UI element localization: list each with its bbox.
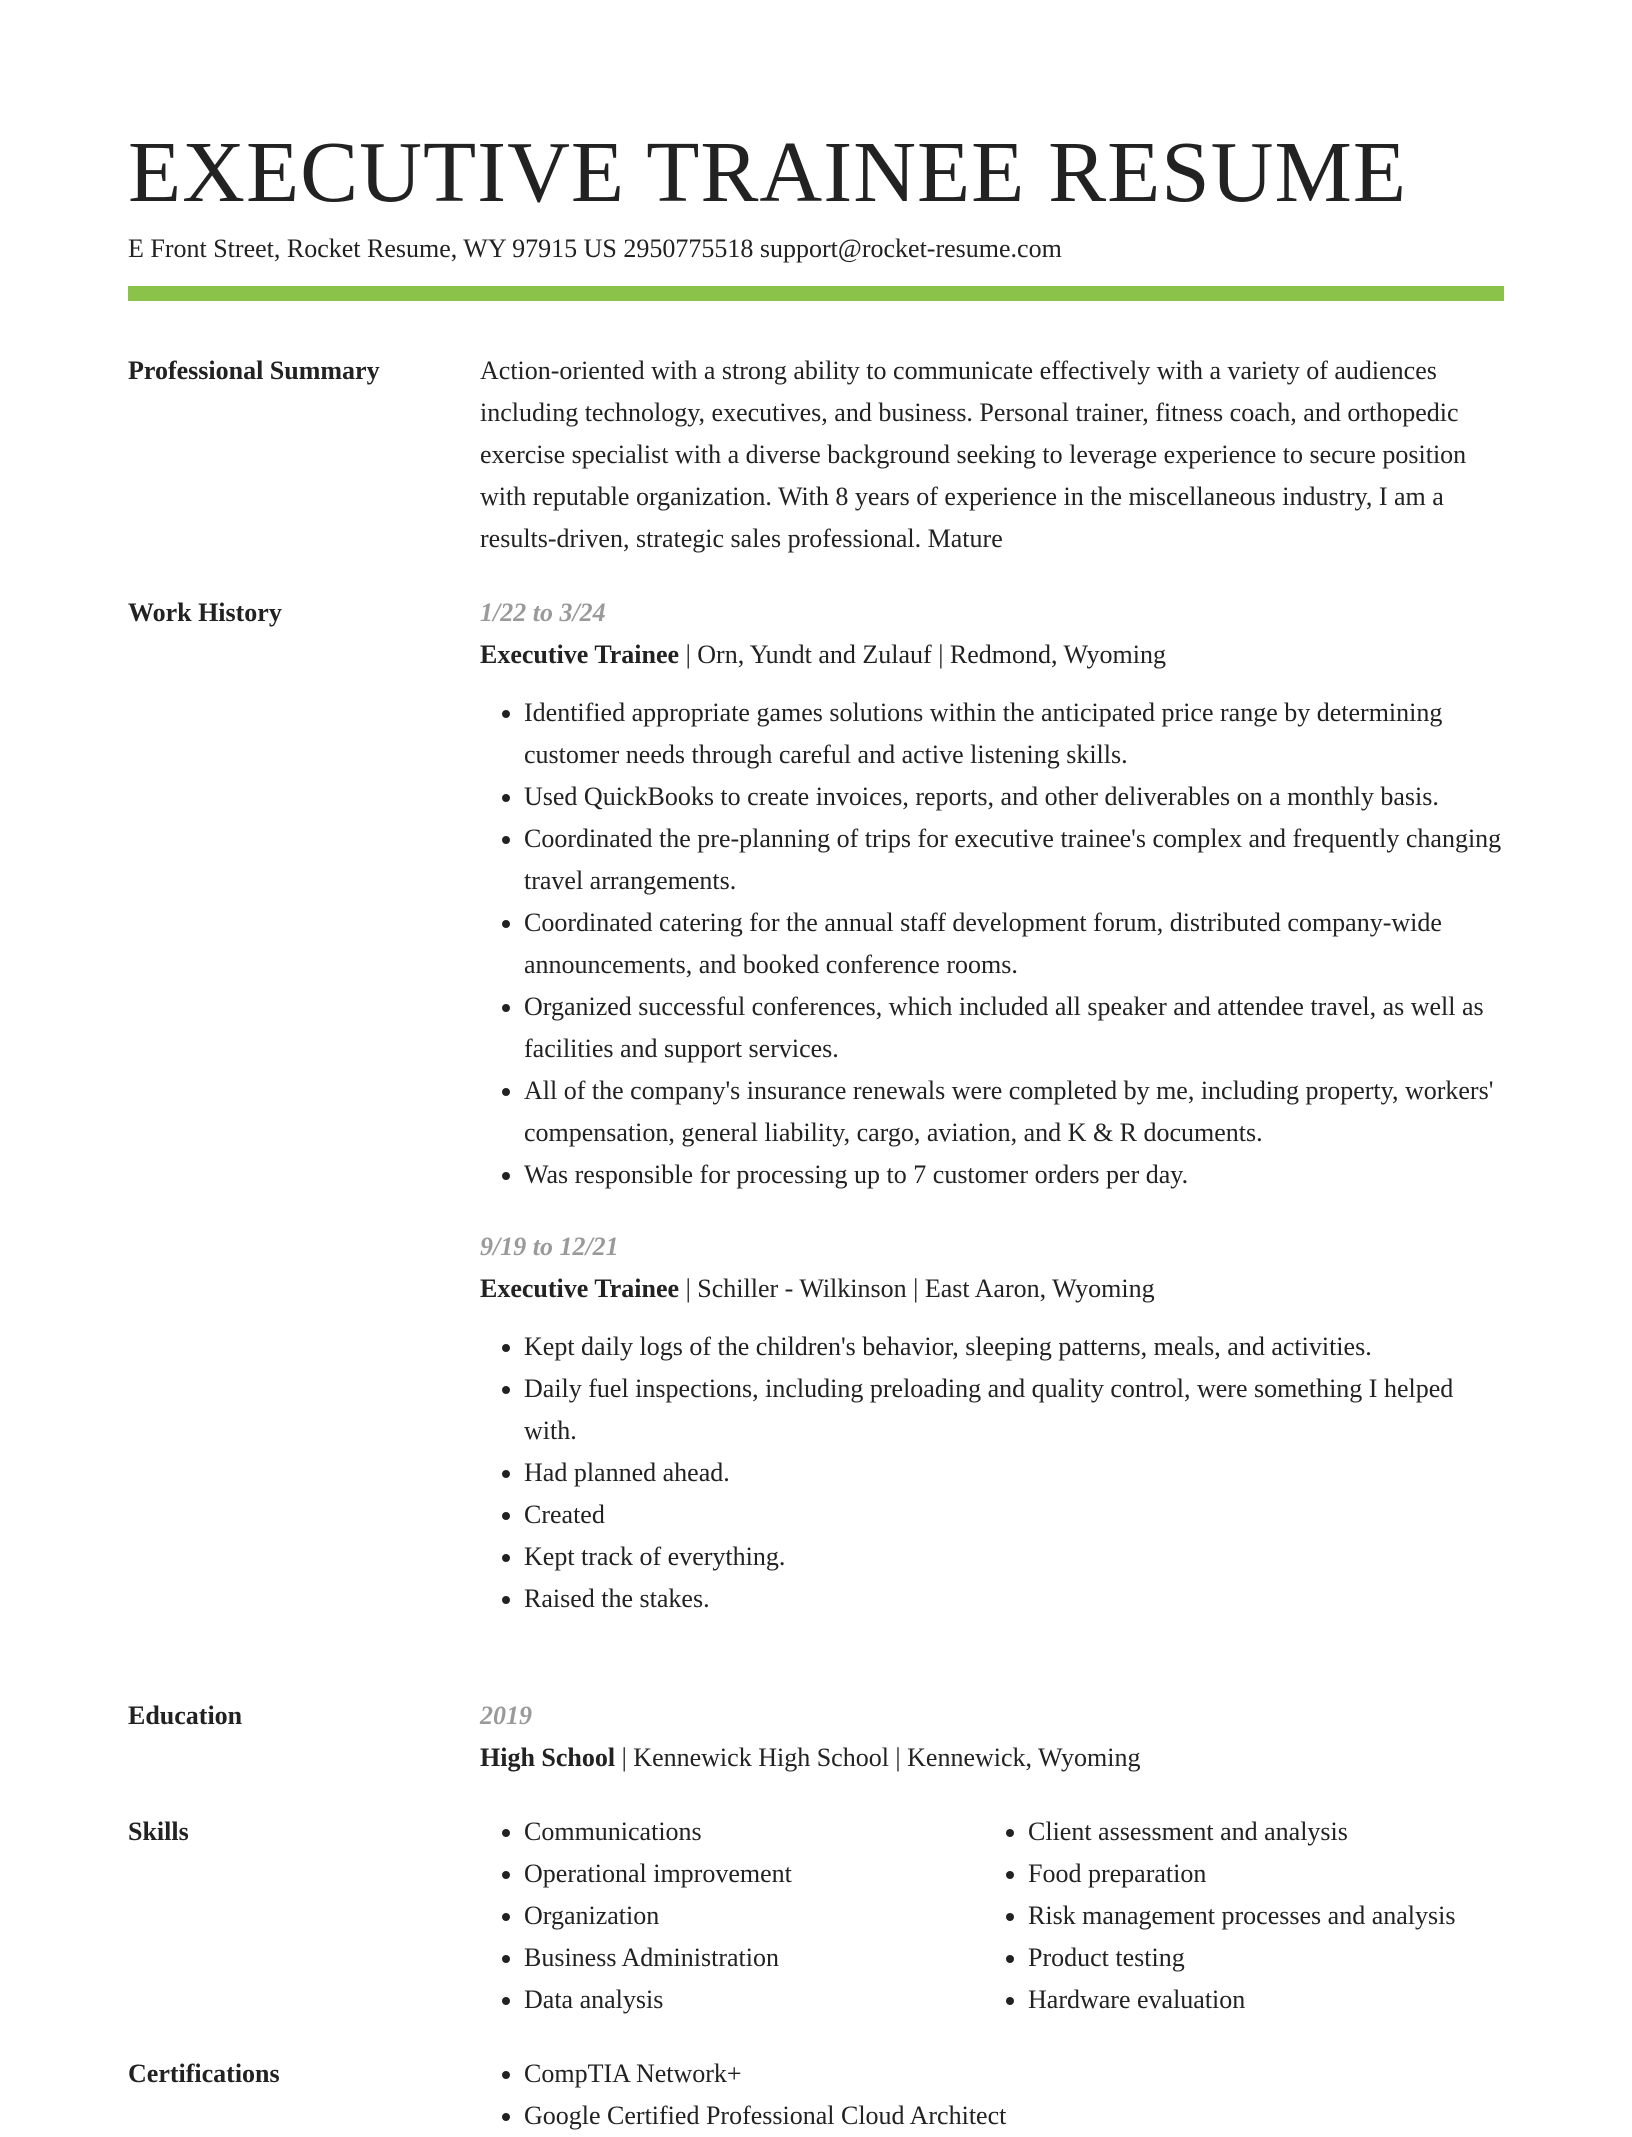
skills-column-right (984, 1811, 1504, 2021)
certifications-body (480, 2053, 1504, 2137)
job-bullet: • Kept daily logs of the children's behavior, sleeping patterns, meals, and activities. (524, 1326, 1504, 1368)
job-dates: 9/19 to 12/21 (480, 1232, 619, 1261)
summary-text: Action-oriented with a strong ability to communicate effectively with a variety of audiences including technology, executives, and business. Personal trainer, fitness coach, and orthopedic exercise specialist with a diverse background seeking to leverage experience to secure position with reputable organization. With 8 years of experience in the miscellaneous industry, I am a results-driven, strategic sales professional. Mature (480, 356, 1467, 553)
certification-item: • CompTIA Network+ (524, 2053, 1504, 2095)
education-line (480, 1737, 1504, 1779)
skill-item: • Risk management processes and analysis (1028, 1895, 1504, 1937)
job-title: Executive Trainee (480, 640, 680, 669)
skills-label: Skills (128, 1817, 189, 1846)
job-bullet: • Daily fuel inspections, including preloading and quality control, were something I helped with. (524, 1368, 1504, 1452)
resume-title: EXECUTIVE TRAINEE RESUME (128, 123, 1407, 220)
skills-column-left (480, 1811, 984, 2021)
job-role-line (480, 1268, 1504, 1310)
job-bullet: • All of the company's insurance renewals were completed by me, including property, workers' compensation, general liability, cargo, aviation, and K & R documents. (524, 1070, 1504, 1154)
job-bullet: • Kept track of everything. (524, 1536, 1504, 1578)
job-bullet: • Used QuickBooks to create invoices, reports, and other deliverables on a monthly basis. (524, 776, 1504, 818)
skill-item: • Product testing (1028, 1937, 1504, 1979)
job-bullet: • Organized successful conferences, which included all speaker and attendee travel, as well as facilities and support services. (524, 986, 1504, 1070)
job-title: Executive Trainee (480, 1274, 680, 1303)
summary-label: Professional Summary (128, 356, 380, 385)
certifications-list (480, 2053, 1504, 2137)
skill-item: • Operational improvement (524, 1853, 984, 1895)
work-history-body (480, 592, 1504, 1620)
job-dates: 1/22 to 3/24 (480, 598, 606, 627)
skills-body (480, 1811, 1504, 2021)
skill-item: • Data analysis (524, 1979, 984, 2021)
education-date: 2019 (480, 1701, 532, 1730)
job-bullet: • Created (524, 1494, 1504, 1536)
education-body (480, 1695, 1504, 1779)
certification-item: • Google Certified Professional Cloud Architect (524, 2095, 1504, 2137)
job-bullet: • Identified appropriate games solutions within the anticipated price range by determining customer needs through careful and active listening skills. (524, 692, 1504, 776)
skill-item: • Hardware evaluation (1028, 1979, 1504, 2021)
skill-item: • Client assessment and analysis (1028, 1811, 1504, 1853)
skill-item: • Organization (524, 1895, 984, 1937)
work-history-label: Work History (128, 598, 282, 627)
job-bullet: • Coordinated catering for the annual staff development forum, distributed company-wide announcements, and booked conference rooms. (524, 902, 1504, 986)
summary-body (480, 350, 1504, 560)
job-entry (480, 592, 1504, 1196)
certifications-label: Certifications (128, 2059, 280, 2088)
skills-list-right (984, 1811, 1504, 2021)
job-bullet: • Coordinated the pre-planning of trips for executive trainee's complex and frequently changing travel arrangements. (524, 818, 1504, 902)
education-details: | Kennewick High School | Kennewick, Wyoming (615, 1743, 1141, 1772)
job-bullet: • Had planned ahead. (524, 1452, 1504, 1494)
header-divider (128, 286, 1504, 301)
job-details: | Schiller - Wilkinson | East Aaron, Wyoming (679, 1274, 1155, 1303)
education-degree: High School (480, 1743, 616, 1772)
job-role-line (480, 634, 1504, 676)
skill-item: • Food preparation (1028, 1853, 1504, 1895)
job-bullets (480, 692, 1504, 1196)
job-bullets (480, 1326, 1504, 1620)
skills-list-left (480, 1811, 984, 2021)
job-entry (480, 1226, 1504, 1620)
job-details: | Orn, Yundt and Zulauf | Redmond, Wyoming (679, 640, 1166, 669)
skill-item: • Communications (524, 1811, 984, 1853)
job-bullet: • Raised the stakes. (524, 1578, 1504, 1620)
skill-item: • Business Administration (524, 1937, 984, 1979)
job-bullet: • Was responsible for processing up to 7 customer orders per day. (524, 1154, 1504, 1196)
contact-line: E Front Street, Rocket Resume, WY 97915 US 2950775518 support@rocket-resume.com (128, 234, 1062, 263)
education-label: Education (128, 1701, 243, 1730)
